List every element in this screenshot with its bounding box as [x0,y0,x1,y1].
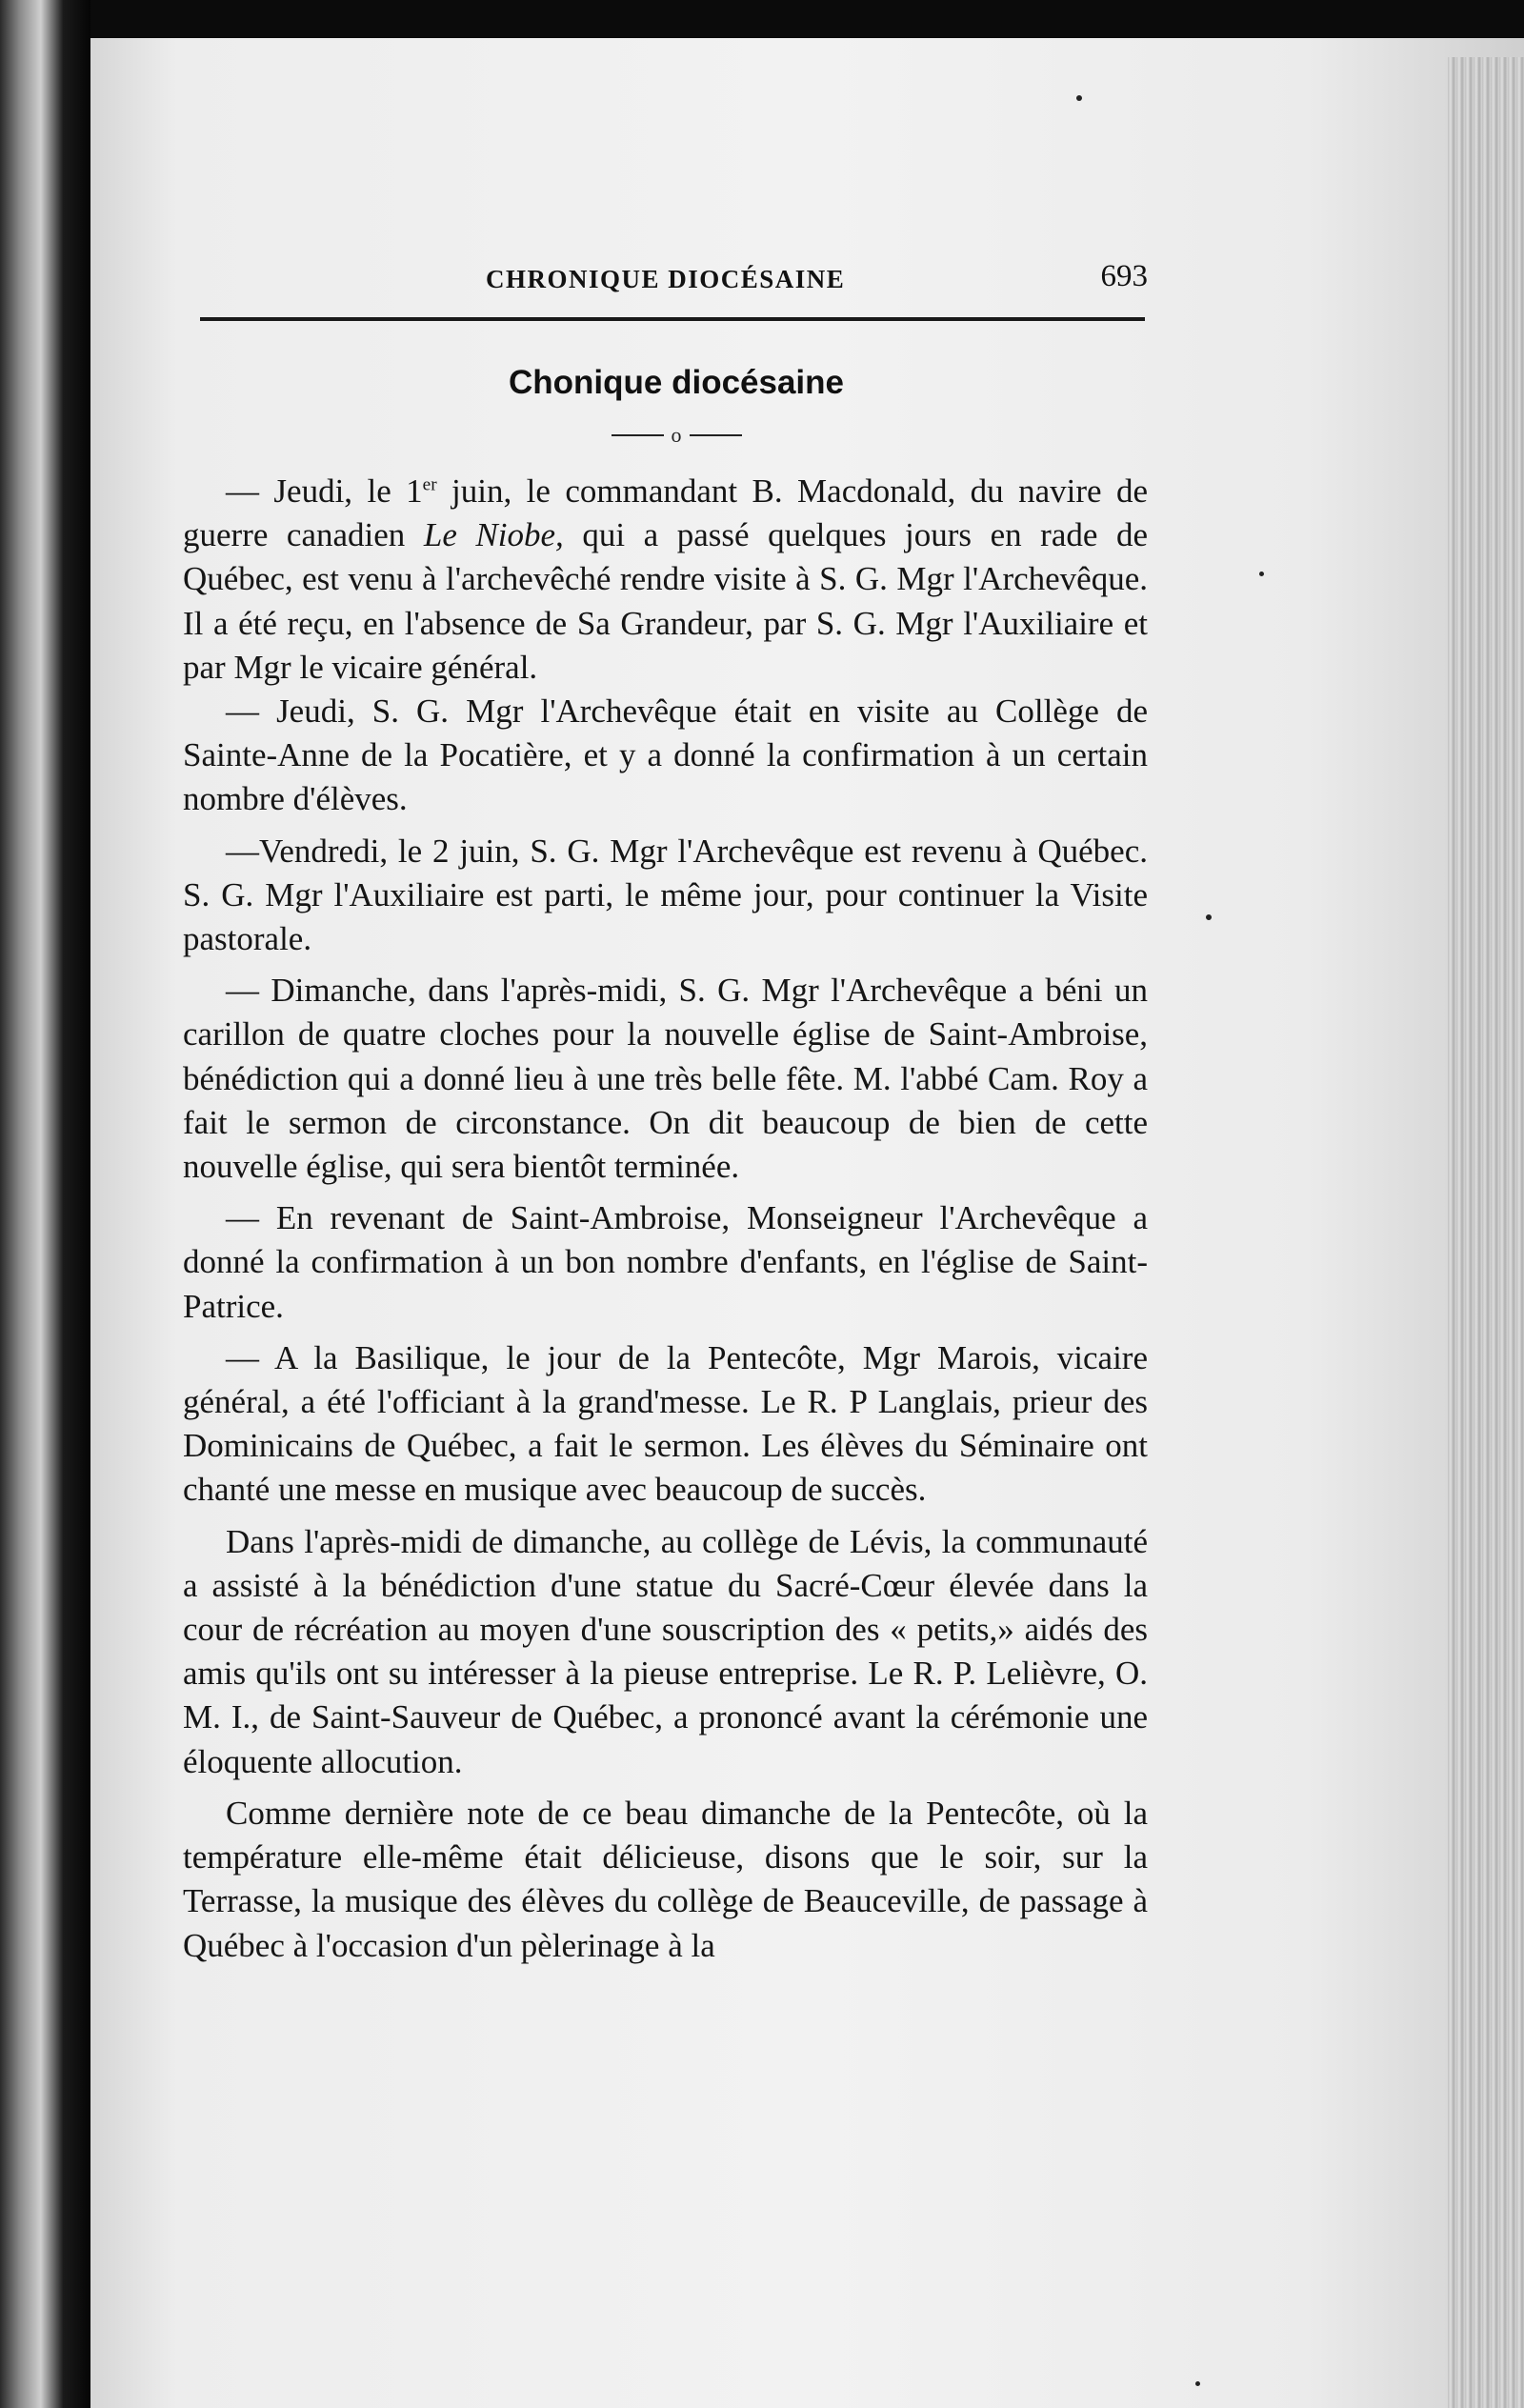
paragraph-5: — En revenant de Saint-Ambroise, Monseigneur l'Archevêque a donné la confirmation à un bon nombre d'enfants, en l'église de Saint-Patrice. [183,1199,1148,1325]
ornament-bar-left [612,434,664,436]
paragraph-7: Dans l'après-midi de dimanche, au collège de Lévis, la communauté a assisté à la bénédiction d'une statue du Sacré-Cœur élevée dans la cour de récréation au moyen d'une souscription des « petits,» aidés des amis qu'ils ont su intéresser à la pieuse entreprise. Le R. P. Lelièvre, O. M. I., de Saint-Sauveur de Québec, a prononcé avant la cérémonie une éloquente allocution. [183,1522,1148,1780]
article-title: Chonique diocésaine [509,364,844,401]
running-head [205,257,1148,305]
ornament-bar-right [690,434,742,436]
title-ornament [205,421,1148,448]
running-head-title: CHRONIQUE DIOCÉSAINE [486,265,846,293]
scan-speck [1259,572,1264,576]
book-gutter-edge [0,0,90,2408]
paragraph-1: — Jeudi, le 1er juin, le commandant B. Macdonald, du navire de guerre canadien Le Niobe, qui a passé quelques jours en rade de Québec, est venu à l'archevêché rendre visite à S. G. Mgr l'Archevêque. Il a été reçu, en l'absence de Sa Grandeur, par S. G. Mgr l'Auxiliaire et par Mgr le vicaire général. [183,472,1149,686]
scan-speck [1195,2381,1200,2386]
paragraph-3: —Vendredi, le 2 juin, S. G. Mgr l'Archevêque est revenu à Québec. S. G. Mgr l'Auxiliaire est parti, le même jour, pour continuer la Visite pastorale. [183,832,1148,958]
ordinal-superscript: er [422,474,437,495]
ship-name: Le Niobe, [423,516,564,554]
scan-speck [1206,914,1212,920]
paragraph-2: — Jeudi, S. G. Mgr l'Archevêque était en visite au Collège de Sainte-Anne de la Pocatière, et y a donné la confirmation à un certain nombre d'élèves. [183,692,1148,818]
page-number: 693 [1100,259,1148,293]
header-rule [200,317,1145,321]
page-stack-edge [1448,57,1524,2408]
paragraph-4: — Dimanche, dans l'après-midi, S. G. Mgr l'Archevêque a béni un carillon de quatre cloches pour la nouvelle église de Saint-Ambroise, bénédiction qui a donné lieu à une très belle fête. M. l'abbé Cam. Roy a fait le sermon de circonstance. On dit beaucoup de bien de cette nouvelle église, qui sera bientôt terminée. [183,972,1148,1186]
article-body [183,470,1148,1968]
scan-speck [1076,95,1082,101]
ornament-circle: o [671,422,682,447]
paragraph-6: — A la Basilique, le jour de la Pentecôte, Mgr Marois, vicaire général, a été l'officiant à la grand'messe. Le R. P Langlais, prieur des Dominicains de Québec, a fait le sermon. Les élèves du Séminaire ont chanté une messe en musique avec beaucoup de succès. [183,1338,1148,1509]
paragraph-8: Comme dernière note de ce beau dimanche de la Pentecôte, où la température elle-même était délicieuse, disons que le soir, sur la Terrasse, la musique des élèves du collège de Beauceville, de passage à Québec à l'occasion d'un pèlerinage à la [183,1794,1148,1964]
